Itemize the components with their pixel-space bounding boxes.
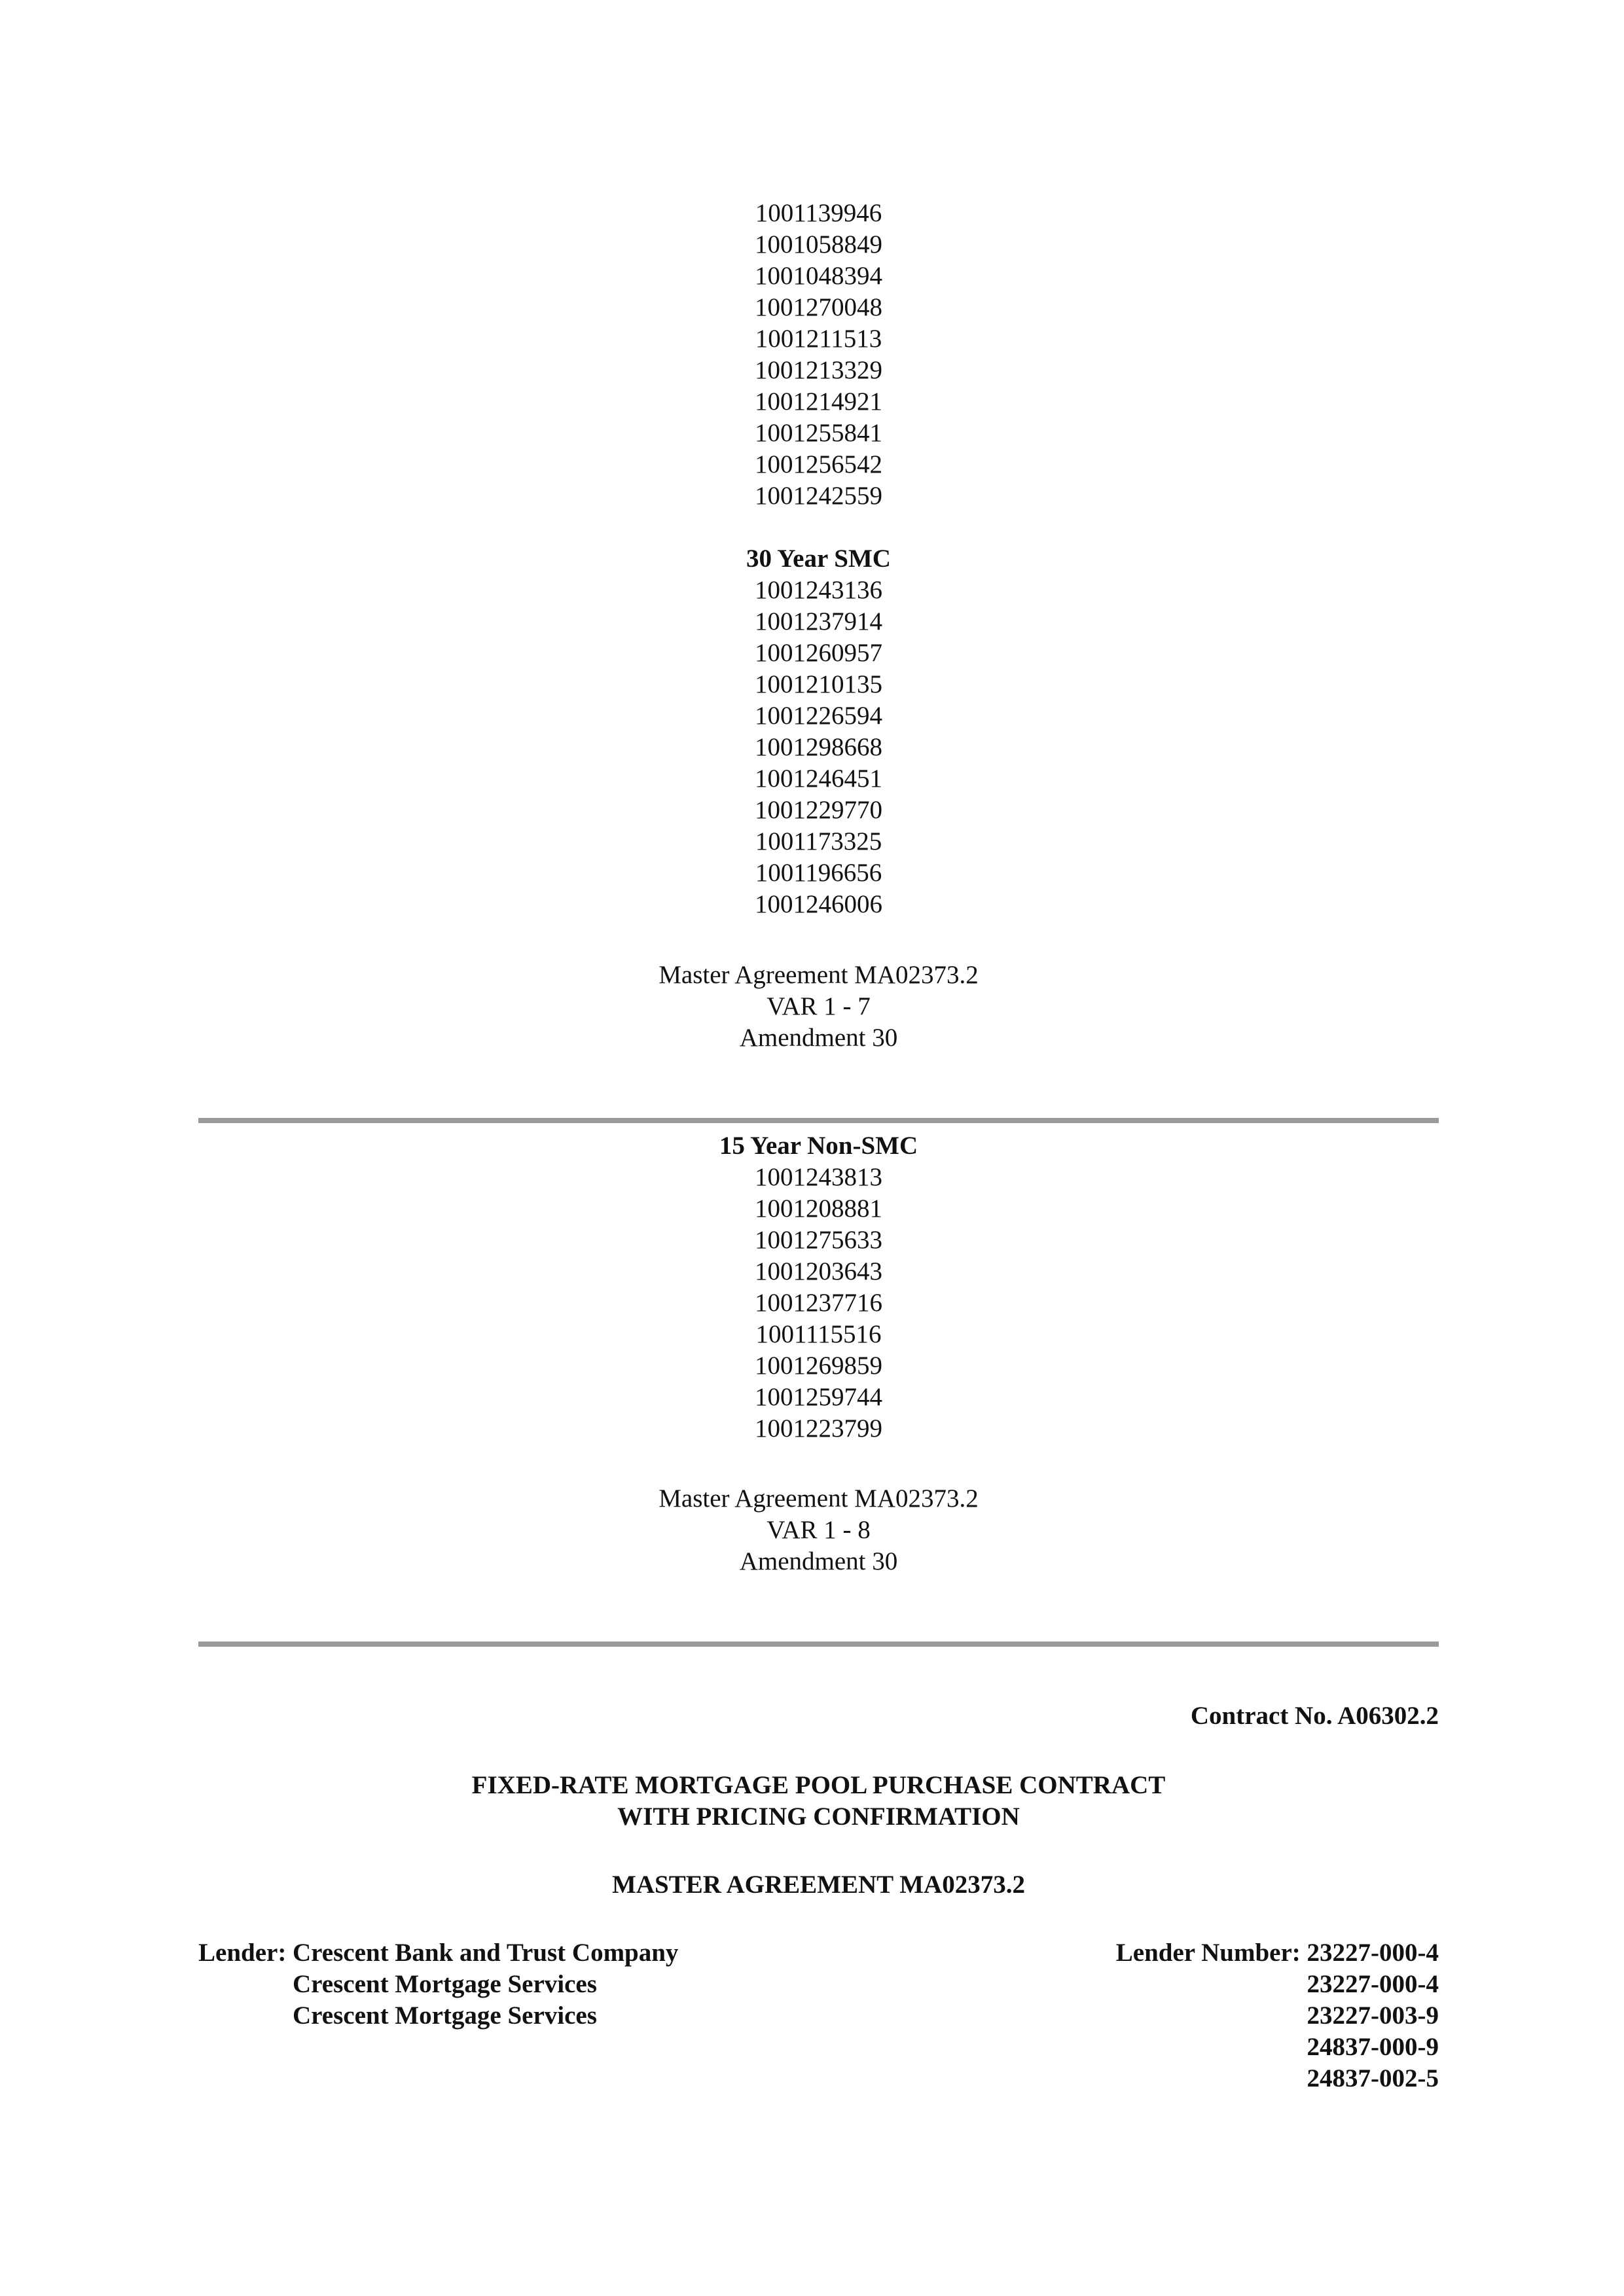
lender-number: 23227-000-4 [1307,1970,1439,1998]
master-agreement-heading [198,1869,1439,1901]
lender-row [198,1969,678,2000]
lender-name: Crescent Bank and Trust Company [293,1939,679,1967]
loan-id: 1001246006 [755,890,882,918]
lender-row [198,1937,678,1969]
loan-id: 1001260957 [755,639,882,667]
master-agreement-ref: Master Agreement MA02373.2 [659,961,979,989]
amendment-ref: Amendment 30 [739,1547,898,1575]
loan-id: 1001058849 [755,230,882,259]
loan-id: 1001139946 [755,199,882,227]
lender-number: 23227-000-4 [1307,1939,1439,1967]
var-ref: VAR 1 - 7 [767,992,871,1020]
loan-id: 1001243813 [755,1163,882,1191]
contract-title-line: WITH PRICING CONFIRMATION [617,1803,1020,1831]
loan-id: 1001203643 [755,1257,882,1285]
var-ref: VAR 1 - 8 [767,1516,871,1544]
lender-number: 24837-002-5 [1307,2064,1439,2092]
loan-id: 1001269859 [755,1352,882,1380]
contract-title [198,1770,1439,1833]
loan-id: 1001048394 [755,262,882,290]
loan-id: 1001210135 [755,670,882,698]
loan-id: 1001213329 [755,356,882,384]
master-agreement-title: MASTER AGREEMENT MA02373.2 [612,1871,1025,1899]
loan-id: 1001259744 [755,1383,882,1411]
page-divider [198,1641,1439,1647]
section-heading: 15 Year Non-SMC [719,1132,918,1160]
loan-id: 1001243136 [755,576,882,604]
loan-id: 1001237716 [755,1289,882,1317]
contract-title-line: FIXED-RATE MORTGAGE POOL PURCHASE CONTRACT [471,1771,1166,1799]
lender-row [198,2000,678,2032]
agreement-footer [198,1483,1439,1577]
loan-id: 1001237914 [755,607,882,636]
lender-number: 24837-000-9 [1307,2033,1439,2061]
amendment-ref: Amendment 30 [739,1024,898,1052]
loan-id: 1001298668 [755,733,882,761]
loan-id: 1001246451 [755,764,882,793]
lender-numbers [1116,1937,1439,2094]
loan-id: 1001275633 [755,1226,882,1254]
contract-number: Contract No. A06302.2 [1190,1702,1439,1730]
loan-id: 1001256542 [755,450,882,478]
agreement-footer [198,960,1439,1054]
loan-id: 1001226594 [755,702,882,730]
loan-id: 1001223799 [755,1414,882,1443]
lender-number-row [1116,1937,1439,1969]
page-divider [198,1118,1439,1123]
lender-name: Crescent Mortgage Services [293,2001,597,2030]
section-heading: 30 Year SMC [746,545,891,573]
loan-id: 1001211513 [755,325,882,353]
lender-name: Crescent Mortgage Services [293,1970,597,1998]
loan-id: 1001242559 [755,482,882,510]
master-agreement-ref: Master Agreement MA02373.2 [659,1484,979,1513]
loan-id: 1001115516 [755,1320,882,1348]
section-30-year-smc [198,543,1439,920]
lender-number-label: Lender Number: [1115,1939,1307,1967]
loan-id: 1001173325 [755,827,882,855]
loan-id: 1001196656 [755,859,882,887]
loan-id: 1001270048 [755,293,882,321]
loan-id: 1001229770 [755,796,882,824]
lender-label: Lender: [198,1939,287,1967]
lender-names [198,1937,678,2032]
lender-number: 23227-003-9 [1307,2001,1439,2030]
loan-id: 1001208881 [755,1194,882,1223]
loan-id: 1001255841 [755,419,882,447]
continued-loan-list [198,198,1439,512]
loan-id: 1001214921 [755,387,882,416]
section-15-year-non-smc [198,1130,1439,1444]
